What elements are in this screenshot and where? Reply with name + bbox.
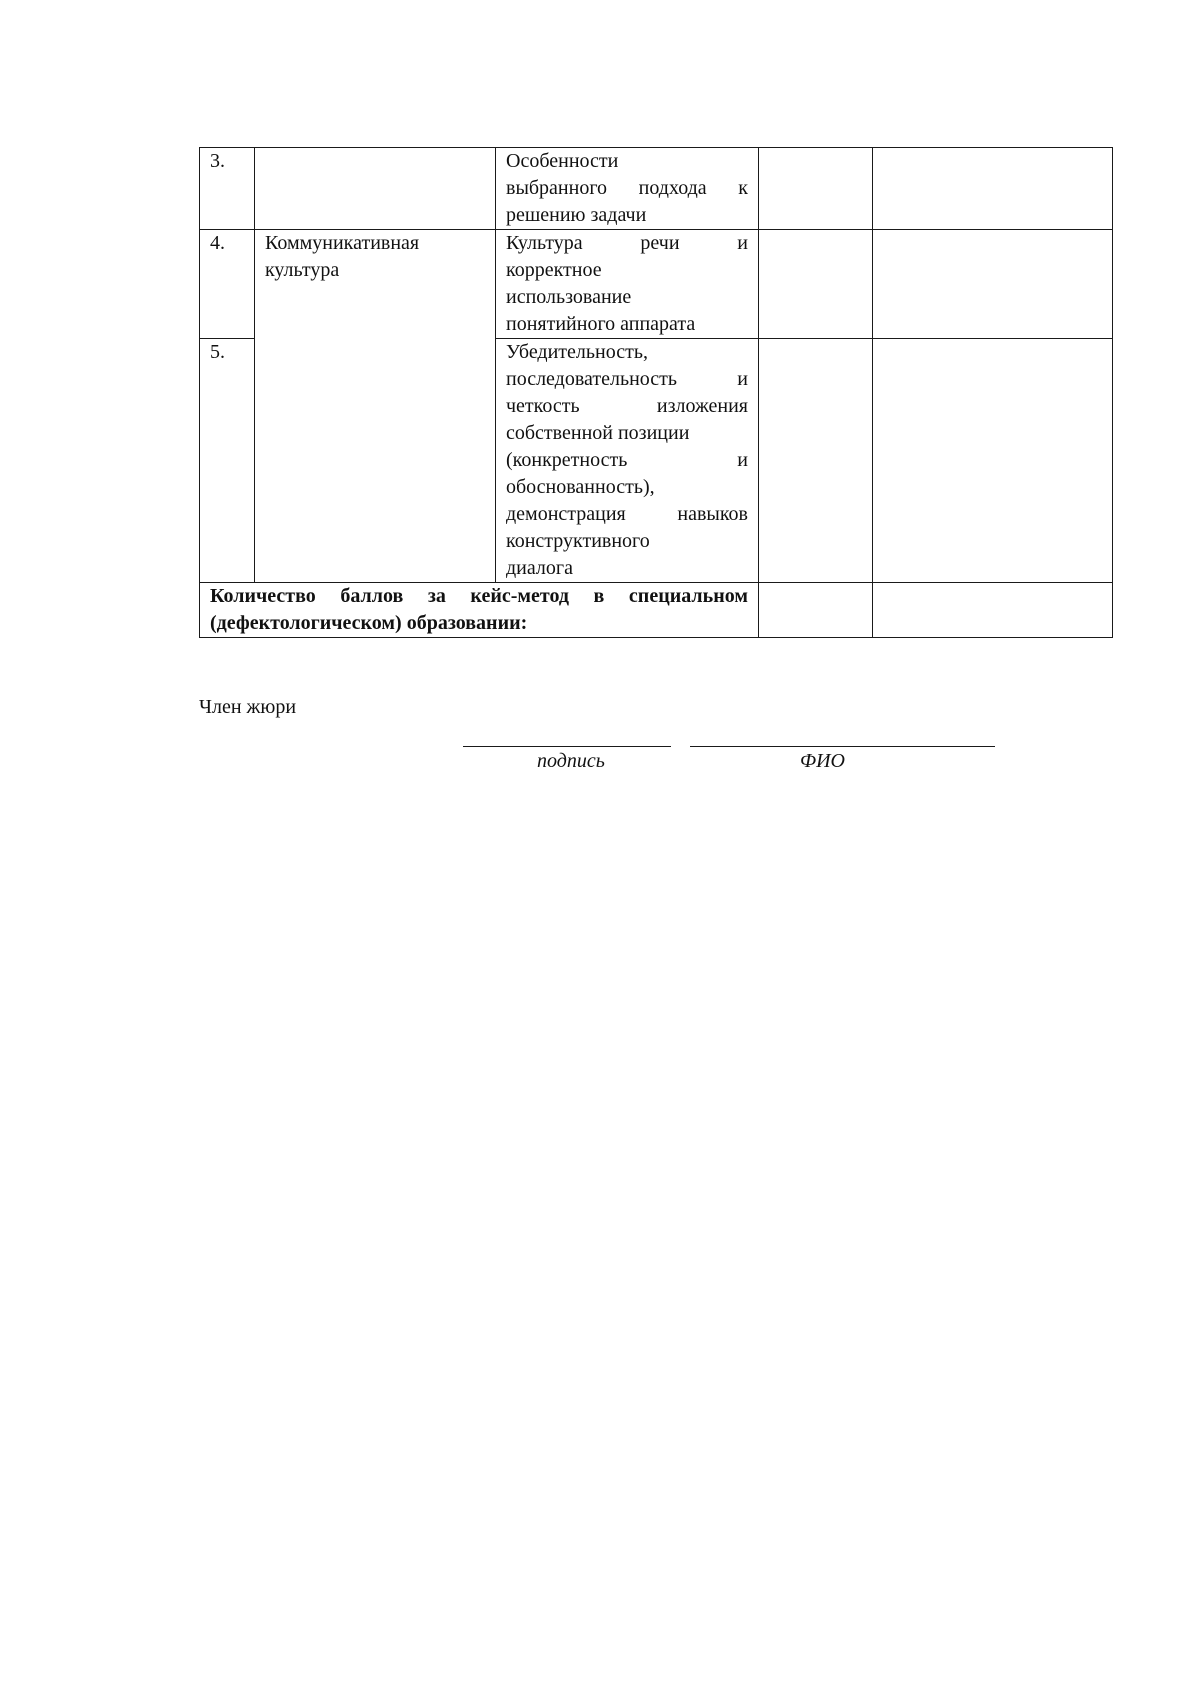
row-number-cell (200, 230, 255, 339)
evaluation-table (199, 147, 1113, 638)
score-cell (759, 230, 873, 339)
criterion-line: обоснованность), (506, 476, 655, 498)
total-row (200, 583, 1113, 638)
criterion-line: корректное (506, 259, 602, 281)
row-number: 4. (210, 232, 225, 254)
signature-caption: подпись (537, 750, 605, 772)
criterion-cell (496, 148, 759, 230)
row-number: 3. (210, 150, 225, 172)
category-line: культура (265, 259, 340, 281)
table-row (200, 148, 1113, 230)
criterion-line: Культура речи и (506, 232, 748, 254)
total-comment-cell (873, 583, 1113, 638)
criterion-line: Особенности (506, 150, 619, 172)
score-cell (759, 148, 873, 230)
criterion-cell (496, 230, 759, 339)
signature-line (463, 746, 671, 747)
criterion-line: собственной позиции (506, 422, 690, 444)
table-row (200, 230, 1113, 339)
row-number-cell (200, 339, 255, 583)
comment-cell (873, 230, 1113, 339)
category-cell (255, 148, 496, 230)
name-caption: ФИО (800, 750, 845, 772)
name-line (690, 746, 995, 747)
criterion-line: Убедительность, (506, 341, 648, 363)
criterion-line: последовательность и (506, 368, 748, 390)
total-label-line: Количество баллов за кейс-метод в специальном (210, 585, 748, 607)
criterion-line: использование (506, 286, 632, 308)
total-label-cell (200, 583, 759, 638)
criterion-cell (496, 339, 759, 583)
score-cell (759, 339, 873, 583)
criterion-line: четкость изложения (506, 395, 748, 417)
total-score-cell (759, 583, 873, 638)
comment-cell (873, 148, 1113, 230)
total-label-line: (дефектологическом) образовании: (210, 612, 528, 634)
criterion-line: (конкретность и (506, 449, 748, 471)
criterion-line: конструктивного (506, 530, 650, 552)
criterion-line: понятийного аппарата (506, 313, 696, 335)
row-number-cell (200, 148, 255, 230)
category-line: Коммуникативная (265, 232, 420, 254)
category-cell (255, 230, 496, 583)
criterion-line: диалога (506, 557, 573, 579)
criterion-line: решению задачи (506, 204, 647, 226)
jury-member-label: Член жюри (199, 696, 297, 718)
row-number: 5. (210, 341, 225, 363)
criterion-line: выбранного подхода к (506, 177, 748, 199)
criterion-line: демонстрация навыков (506, 503, 748, 525)
comment-cell (873, 339, 1113, 583)
